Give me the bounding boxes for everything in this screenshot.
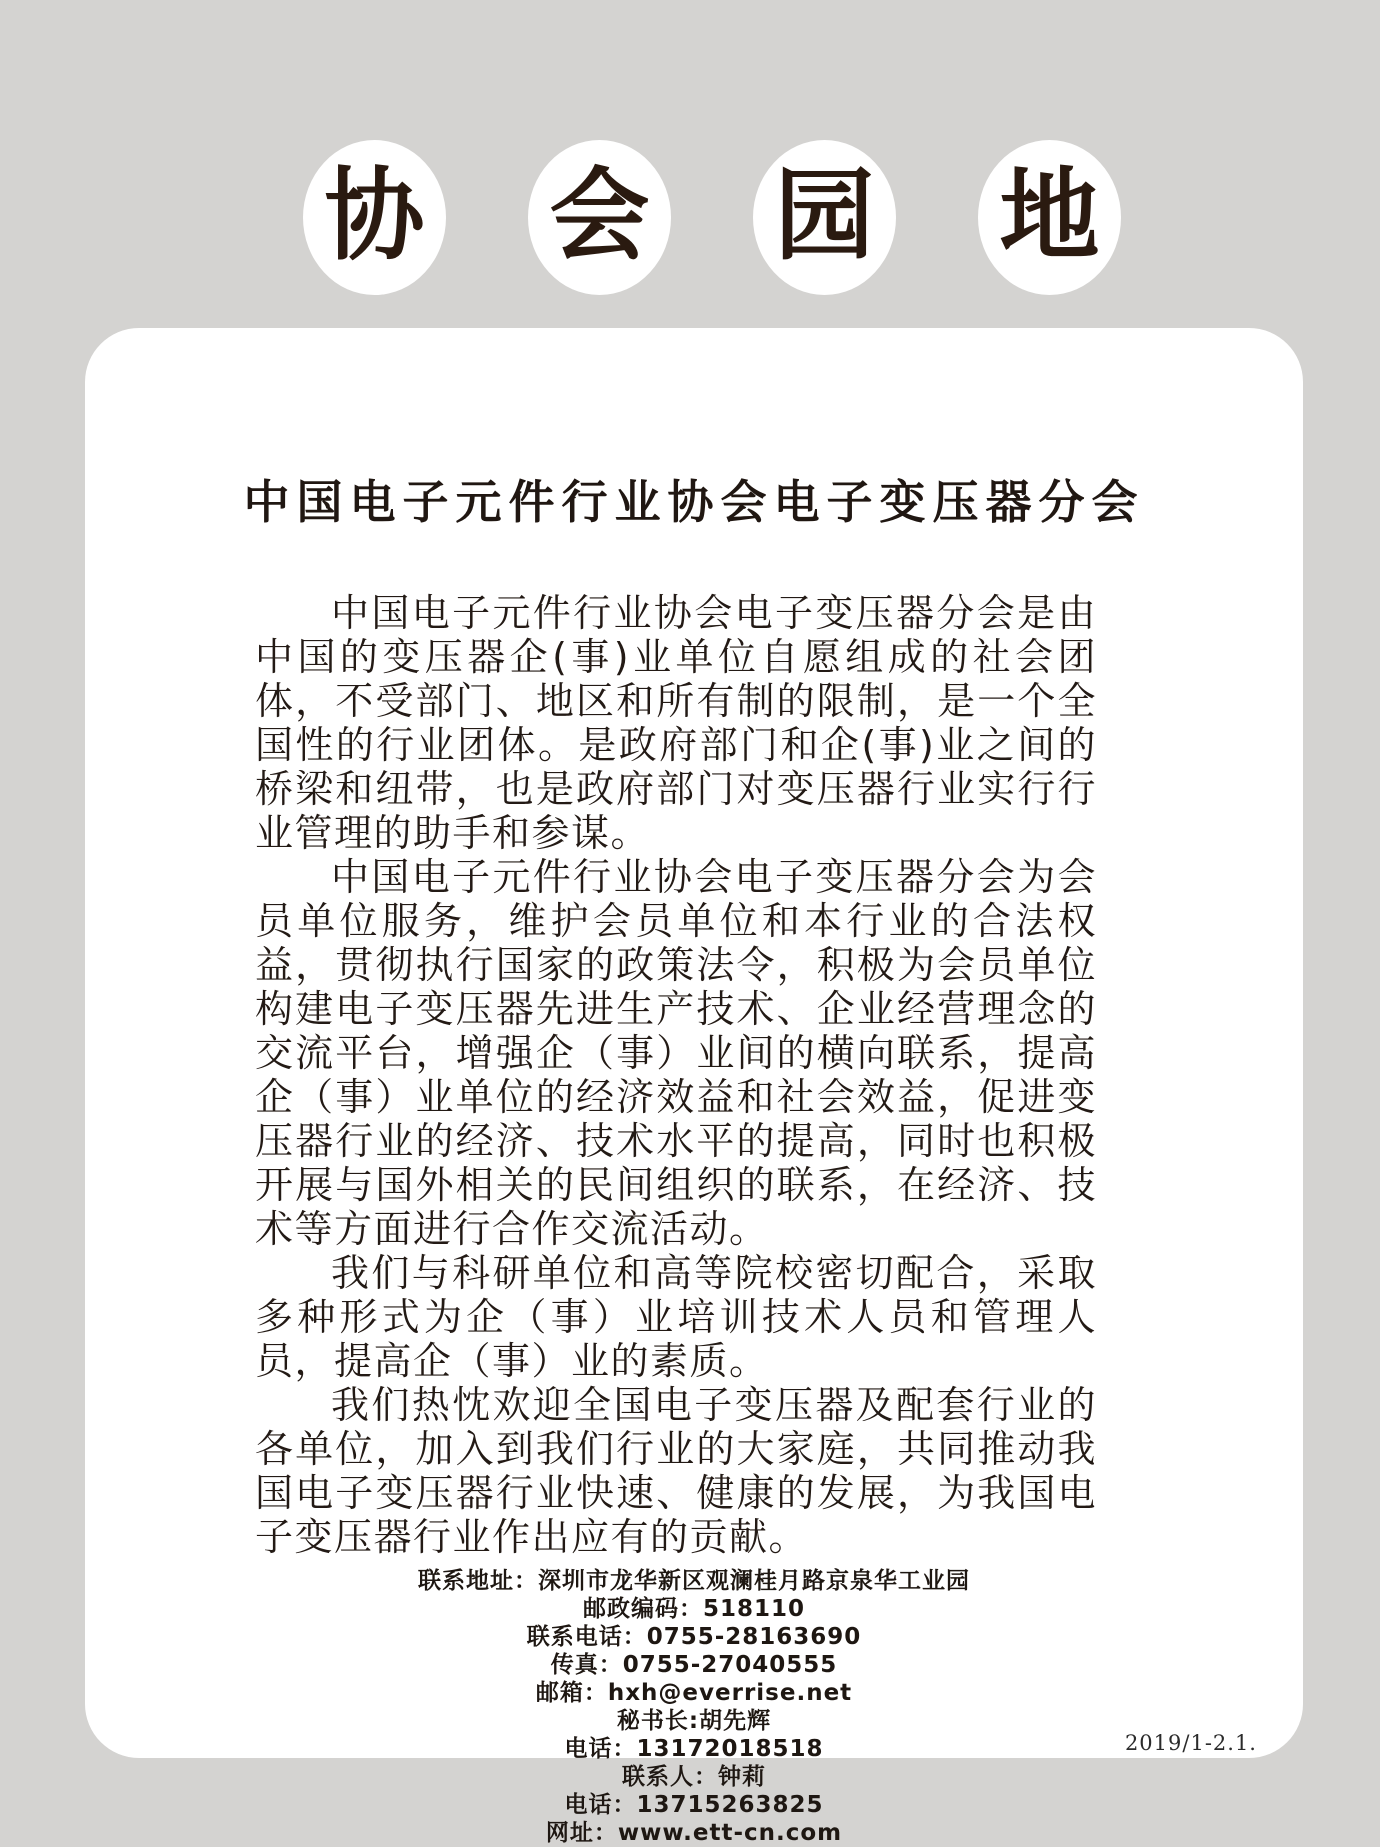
contact-line-contact-person xyxy=(85,1763,1303,1791)
masthead-circle-1 xyxy=(303,140,446,295)
contact-label: 邮政编码： xyxy=(582,1595,703,1622)
contact-line-phone xyxy=(85,1623,1303,1651)
contact-line-email xyxy=(85,1679,1303,1707)
contact-value: 0755-27040555 xyxy=(622,1651,838,1678)
contact-label: 秘书长: xyxy=(616,1707,700,1734)
contact-label: 邮箱： xyxy=(535,1679,608,1706)
contact-value: 钟莉 xyxy=(718,1763,766,1790)
contact-value: 518110 xyxy=(702,1595,806,1622)
article-paragraph-4: 我们热忱欢迎全国电子变压器及配套行业的各单位，加入到我们行业的大家庭，共同推动我国电子变压器行业快速、健康的发展，为我国电子变压器行业作出应有的贡献。 xyxy=(255,1382,1097,1559)
contact-line-secretary xyxy=(85,1707,1303,1735)
contact-value: 13172018518 xyxy=(636,1735,824,1762)
contact-line-address xyxy=(85,1567,1303,1595)
contact-value: 13715263825 xyxy=(636,1791,824,1818)
masthead-circle-2 xyxy=(528,140,671,295)
article-title: 中国电子元件行业协会电子变压器分会 xyxy=(243,475,1145,529)
contact-line-secretary-phone xyxy=(85,1735,1303,1763)
contact-value: 0755-28163690 xyxy=(646,1623,862,1650)
contact-label: 联系电话： xyxy=(526,1623,647,1650)
contact-line-postcode xyxy=(85,1595,1303,1623)
masthead-char: 地 xyxy=(999,156,1100,274)
contact-value: 胡先辉 xyxy=(699,1707,772,1734)
contact-value: hxh@everrise.net xyxy=(607,1679,853,1706)
contact-label: 联系人： xyxy=(622,1763,718,1790)
contact-value: www.ett-cn.com xyxy=(617,1819,843,1846)
article-paragraph-1: 中国电子元件行业协会电子变压器分会是由中国的变压器企(事)业单位自愿组成的社会团体，不受部门、地区和所有制的限制，是一个全国性的行业团体。是政府部门和企(事)业之间的桥梁和纽带，也是政府部门对变压器行业实行行业管理的助手和参谋。 xyxy=(255,590,1097,855)
contact-block xyxy=(85,1567,1303,1847)
masthead-char: 会 xyxy=(549,156,650,274)
issue-number: 2019/1-2.1. xyxy=(1124,1731,1257,1755)
article-paragraph-2: 中国电子元件行业协会电子变压器分会为会员单位服务，维护会员单位和本行业的合法权益，贯彻执行国家的政策法令，积极为会员单位构建电子变压器先进生产技术、企业经营理念的交流平台，增强企（事）业间的横向联系，提高企（事）业单位的经济效益和社会效益，促进变压器行业的经济、技术水平的提高，同时也积极开展与国外相关的民间组织的联系，在经济、技术等方面进行合作交流活动。 xyxy=(255,854,1097,1251)
contact-label: 电话： xyxy=(564,1791,637,1818)
contact-line-fax xyxy=(85,1651,1303,1679)
article-body xyxy=(255,591,1097,1559)
contact-label: 网址： xyxy=(545,1819,618,1846)
contact-label: 联系地址： xyxy=(418,1567,538,1594)
masthead-circle-4 xyxy=(978,140,1121,295)
article-paragraph-3: 我们与科研单位和高等院校密切配合，采取多种形式为企（事）业培训技术人员和管理人员，提高企（事）业的素质。 xyxy=(255,1250,1097,1383)
masthead-char: 园 xyxy=(774,156,875,274)
contact-label: 电话： xyxy=(564,1735,637,1762)
masthead-char: 协 xyxy=(324,156,425,274)
article-card xyxy=(85,328,1303,1846)
masthead-circle-3 xyxy=(753,140,896,295)
masthead-logo xyxy=(303,140,1121,295)
contact-line-website xyxy=(85,1819,1303,1847)
contact-label: 传真： xyxy=(550,1651,623,1678)
contact-line-person-phone xyxy=(85,1791,1303,1819)
contact-value: 深圳市龙华新区观澜桂月路京泉华工业园 xyxy=(538,1567,970,1594)
